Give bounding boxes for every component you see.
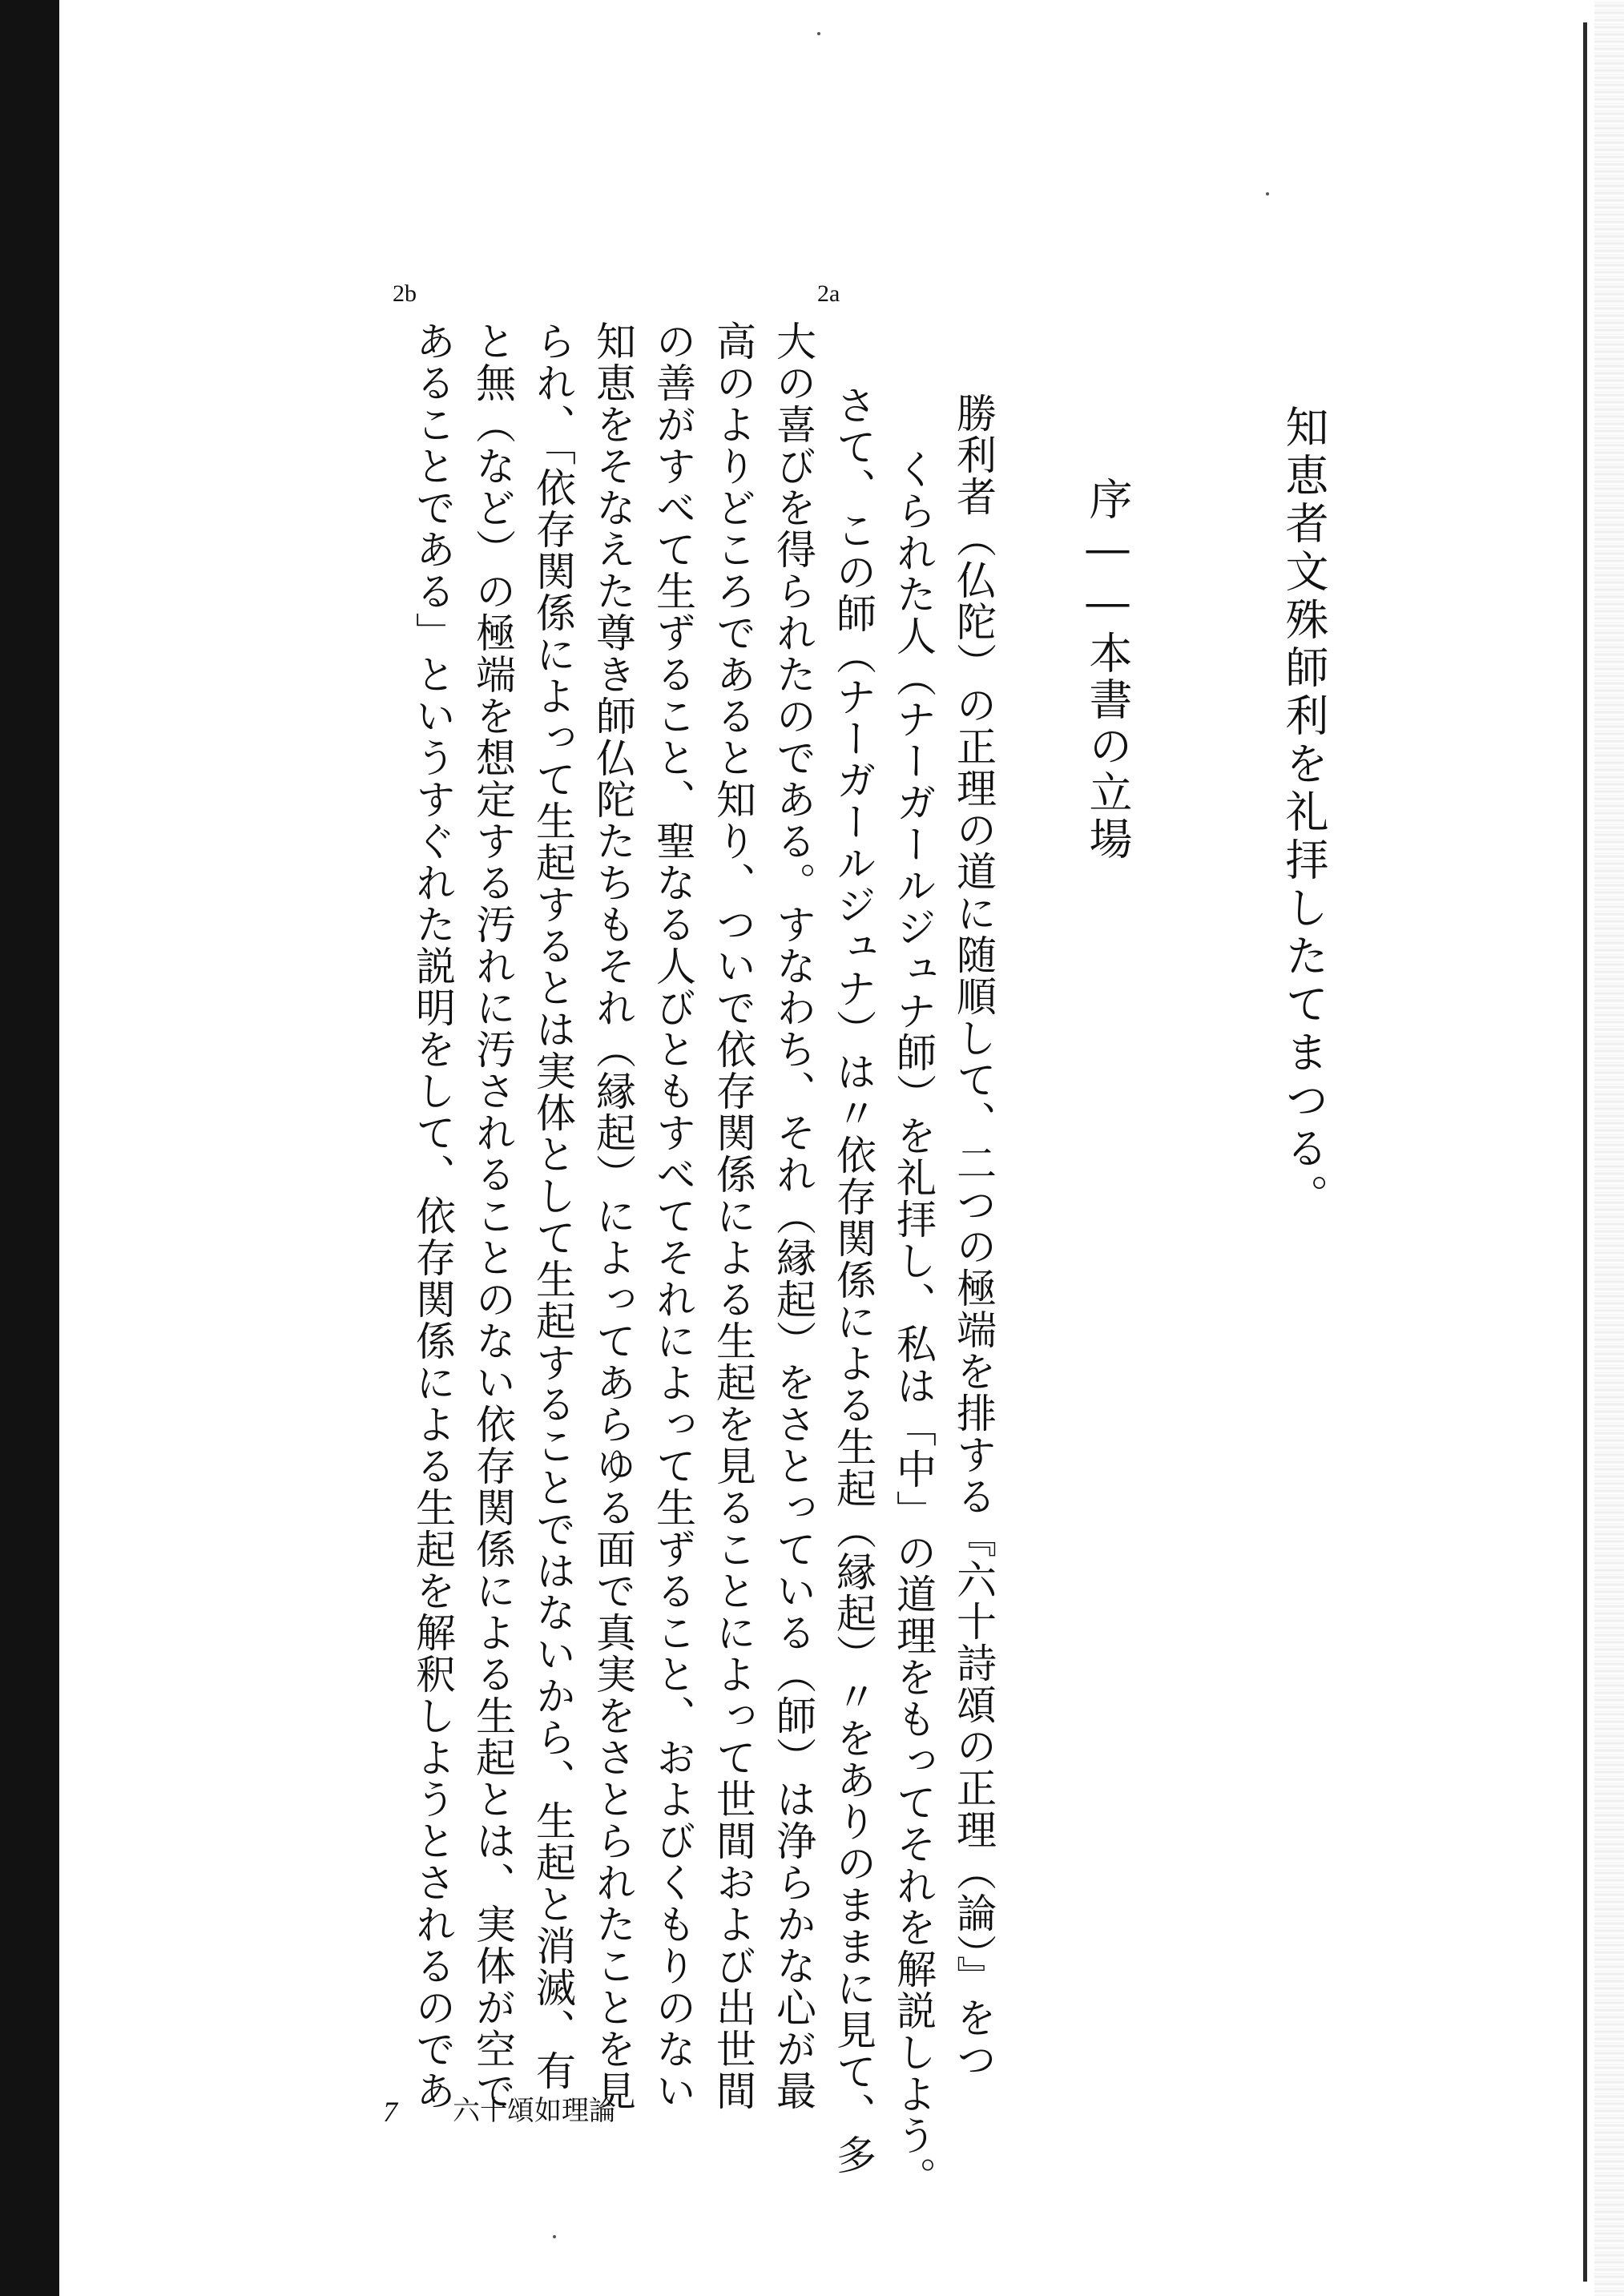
body-line-6: の善がすべて生ずること、聖なる人びともすべてそれによって生ずること、およびくもりのない	[650, 320, 696, 2112]
scan-speck	[1266, 192, 1269, 195]
scan-right-edge	[1594, 0, 1624, 2296]
marker-2b: 2b	[393, 280, 417, 307]
scan-speck	[553, 2235, 556, 2238]
scan-right-border	[1583, 22, 1587, 2282]
section-title: 序――本書の立場	[1082, 477, 1133, 863]
page-heading: 知恵者文殊師利を礼拝したてまつる。	[1279, 405, 1329, 1222]
body-line-2: くられた人（ナーガールジュナ師）を礼拝し、私は「中」の道理をもってそれを解説しよう。	[890, 449, 937, 2198]
page-number: 7	[383, 2096, 397, 2128]
marker-2a: 2a	[817, 280, 840, 307]
body-line-7: 知恵をそなえた尊き師仏陀たちもそれ（縁起）によってあらゆる面で真実をさとられたことを見	[590, 320, 636, 2112]
body-line-3: さて、この師（ナーガールジュナ）は〃依存関係による生起（縁起）〃をありのままに見て、多	[830, 385, 876, 2176]
body-line-5: 高のよりどころであると知り、ついで依存関係による生起を見ることによって世間および出世間	[710, 320, 756, 2112]
body-line-4: 大の喜びを得られたのである。すなわち、それ（縁起）をさとっている（師）は浄らかな心が最	[770, 320, 816, 2112]
body-line-9: と無（など）の極端を想定する汚れに汚されることのない依存関係による生起とは、実体が空で	[469, 320, 516, 2112]
scan-speck	[817, 32, 820, 35]
body-line-8: られ、「依存関係によって生起するとは実体として生起することではないから、生起と消滅、有	[530, 320, 576, 2092]
footer-title: 六十頌如理論	[453, 2095, 616, 2127]
body-line-10: あることである」というすぐれた説明をして、依存関係による生起を解釈しようとされるのであ	[409, 320, 456, 2112]
scan-left-border	[0, 0, 59, 2296]
body-line-1: 勝利者（仏陀）の正理の道に随順して、二つの極端を排する『六十詩頌の正理（論）』をつ	[950, 393, 997, 2080]
